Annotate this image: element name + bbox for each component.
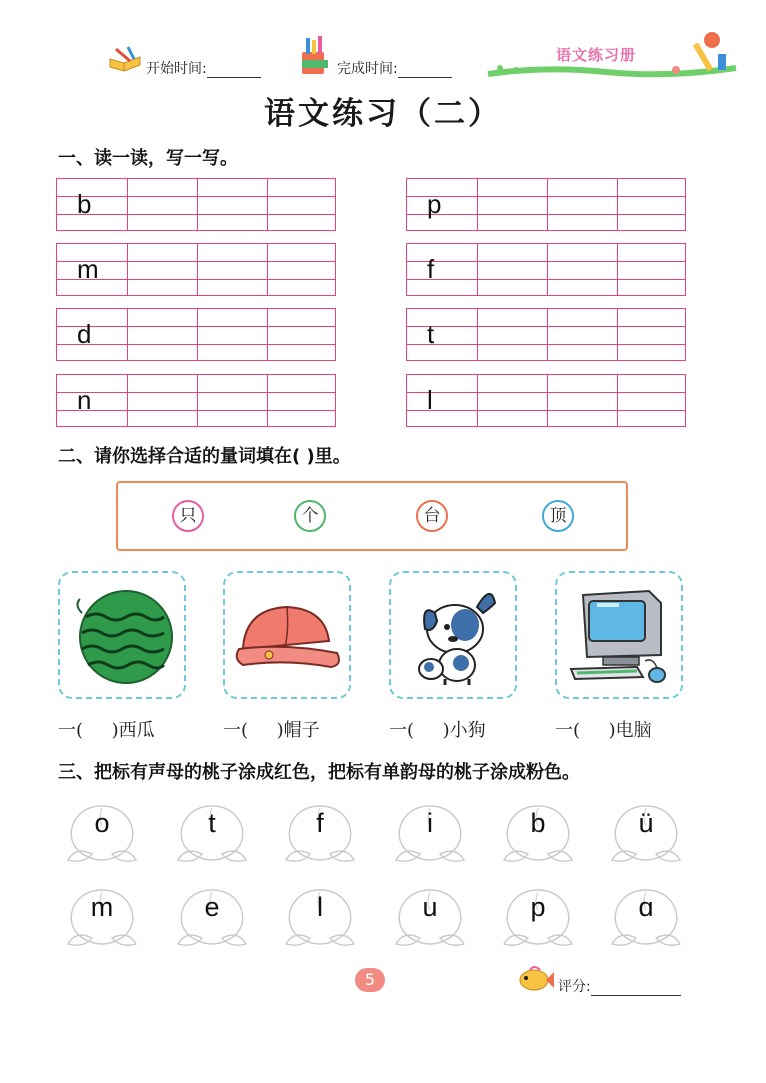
peach-label: o	[94, 808, 110, 838]
grid-guide-line	[57, 214, 335, 215]
grid-divider	[267, 375, 268, 426]
grid-divider	[617, 375, 618, 426]
grid-letter: f	[427, 254, 435, 284]
grid-divider	[267, 179, 268, 230]
writing-grid-right-1[interactable]	[406, 178, 686, 231]
grid-letter: n	[77, 385, 92, 415]
grid-guide-line	[57, 261, 335, 262]
word-ding: 顶	[549, 506, 567, 526]
grid-divider	[617, 309, 618, 360]
caption-computer: 一( )电脑	[555, 720, 652, 741]
peach-label: ɑ	[638, 892, 654, 922]
grid-divider	[197, 375, 198, 426]
peach-row2-1[interactable]	[62, 884, 154, 962]
word-ge: 个	[301, 506, 319, 526]
grid-divider	[197, 309, 198, 360]
grid-divider	[547, 375, 548, 426]
grid-guide-line	[407, 410, 685, 411]
grid-guide-line	[57, 279, 335, 280]
grid-guide-line	[57, 392, 335, 393]
peach-row2-4[interactable]	[390, 884, 482, 962]
writing-grid-right-4[interactable]	[406, 374, 686, 427]
peach-row1-1[interactable]	[62, 800, 154, 878]
word-tai: 台	[423, 506, 441, 526]
peach-label: t	[208, 808, 216, 838]
peach-label: m	[90, 892, 114, 922]
puppy-icon	[391, 573, 515, 697]
pencil-cup-icon	[298, 36, 332, 76]
book-icon	[108, 45, 142, 75]
grid-divider	[127, 309, 128, 360]
grid-guide-line	[57, 196, 335, 197]
peach-label: e	[204, 892, 220, 922]
grid-divider	[127, 244, 128, 295]
grid-divider	[547, 309, 548, 360]
grid-guide-line	[407, 214, 685, 215]
grid-divider	[477, 375, 478, 426]
writing-grid-left-4[interactable]	[56, 374, 336, 427]
grid-guide-line	[407, 344, 685, 345]
picture-frame-watermelon	[58, 571, 186, 699]
writing-grid-left-1[interactable]	[56, 178, 336, 231]
writing-grid-right-2[interactable]	[406, 243, 686, 296]
section2-heading: 二、请你选择合适的量词填在( )里。	[58, 446, 351, 467]
picture-frame-puppy	[389, 571, 517, 699]
peach-label: p	[530, 892, 546, 922]
grid-divider	[127, 179, 128, 230]
grid-divider	[617, 244, 618, 295]
section1-heading: 一、读一读，写一写。	[58, 148, 238, 169]
grid-guide-line	[57, 344, 335, 345]
peach-row1-6[interactable]	[606, 800, 698, 878]
peach-row1-5[interactable]	[498, 800, 590, 878]
finish-time-label: 完成时间:	[337, 61, 398, 77]
word-circle-zhi[interactable]	[172, 500, 204, 532]
word-circle-ge[interactable]	[294, 500, 326, 532]
grid-guide-line	[407, 326, 685, 327]
word-circle-tai[interactable]	[416, 500, 448, 532]
grid-divider	[617, 179, 618, 230]
grid-divider	[547, 244, 548, 295]
grid-guide-line	[407, 261, 685, 262]
page-number: 5	[355, 968, 385, 992]
peach-label: i	[427, 808, 433, 838]
grid-divider	[477, 309, 478, 360]
grid-divider	[547, 179, 548, 230]
grid-letter: b	[77, 189, 92, 219]
writing-grid-left-3[interactable]	[56, 308, 336, 361]
grid-divider	[477, 244, 478, 295]
grid-divider	[267, 244, 268, 295]
score-label: 评分:	[558, 979, 591, 995]
grid-guide-line	[407, 392, 685, 393]
finish-time-blank[interactable]	[398, 63, 452, 78]
grid-divider	[197, 244, 198, 295]
grid-guide-line	[57, 326, 335, 327]
peach-label: f	[316, 808, 324, 838]
writing-grid-right-3[interactable]	[406, 308, 686, 361]
grid-divider	[267, 309, 268, 360]
picture-frame-computer	[555, 571, 683, 699]
score-blank[interactable]	[591, 981, 681, 996]
start-time-label: 开始时间:	[146, 61, 207, 77]
grid-divider	[127, 375, 128, 426]
caption-cap: 一( )帽子	[223, 720, 320, 741]
cap-icon	[225, 573, 349, 697]
grid-letter: t	[427, 319, 435, 349]
peach-label: u	[422, 892, 438, 922]
grid-letter: p	[427, 189, 442, 219]
peach-row2-3[interactable]	[280, 884, 372, 962]
peach-label: l	[317, 892, 323, 922]
word-circle-ding[interactable]	[542, 500, 574, 532]
peach-row1-4[interactable]	[390, 800, 482, 878]
fish-icon	[516, 964, 554, 994]
page-title: 语文练习（二）	[264, 96, 502, 132]
peach-label: b	[530, 808, 546, 838]
section3-heading: 三、把标有声母的桃子涂成红色，把标有单韵母的桃子涂成粉色。	[58, 762, 580, 783]
grid-guide-line	[407, 279, 685, 280]
computer-icon	[557, 573, 681, 697]
start-time-blank[interactable]	[207, 63, 261, 78]
writing-grid-left-2[interactable]	[56, 243, 336, 296]
caption-puppy: 一( )小狗	[389, 720, 486, 741]
watermelon-icon	[60, 573, 184, 697]
peach-label: ü	[638, 808, 654, 838]
grid-guide-line	[407, 196, 685, 197]
grid-divider	[477, 179, 478, 230]
grid-letter: d	[77, 319, 92, 349]
grid-guide-line	[57, 410, 335, 411]
peach-row1-2[interactable]	[172, 800, 264, 878]
peach-row2-6[interactable]	[606, 884, 698, 962]
grid-letter: m	[77, 254, 99, 284]
grid-letter: l	[427, 385, 433, 415]
picture-frame-cap	[223, 571, 351, 699]
peach-row1-3[interactable]	[280, 800, 372, 878]
grid-divider	[197, 179, 198, 230]
peach-row2-2[interactable]	[172, 884, 264, 962]
word-zhi: 只	[179, 506, 197, 526]
brand-title: 语文练习册	[556, 46, 637, 64]
caption-watermelon: 一( )西瓜	[58, 720, 155, 741]
peach-row2-5[interactable]	[498, 884, 590, 962]
